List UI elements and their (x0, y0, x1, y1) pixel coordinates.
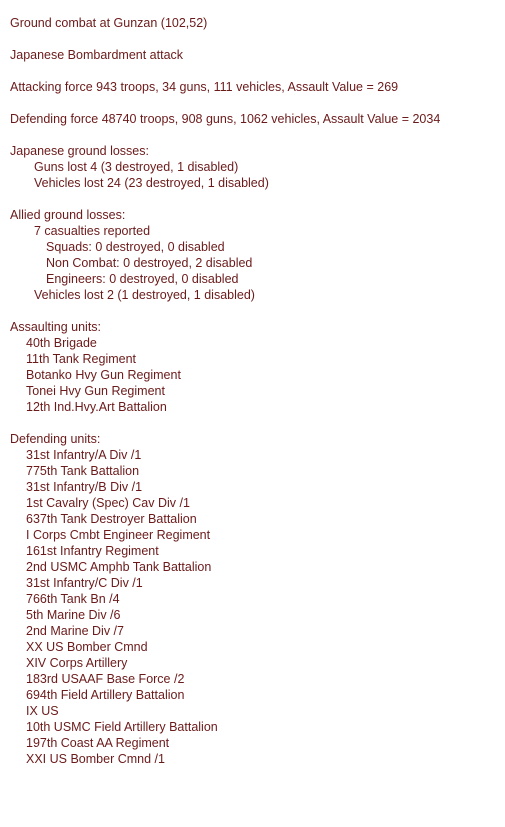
unit-item: 40th Brigade (26, 336, 97, 350)
unit-item: 31st Infantry/B Div /1 (26, 480, 143, 494)
unit-item: XXI US Bomber Cmnd /1 (26, 752, 165, 766)
defending-force: Defending force 48740 troops, 908 guns, 1062 vehicles, Assault Value = 2034 (10, 112, 441, 126)
unit-item: 31st Infantry/C Div /1 (26, 576, 143, 590)
unit-item: 775th Tank Battalion (26, 464, 140, 478)
unit-item: Botanko Hvy Gun Regiment (26, 368, 181, 382)
unit-item: 183rd USAAF Base Force /2 (26, 672, 185, 686)
japanese-losses-header: Japanese ground losses: (10, 144, 149, 158)
unit-item: 197th Coast AA Regiment (26, 736, 170, 750)
japanese-vehicles-lost: Vehicles lost 24 (23 destroyed, 1 disabled) (34, 176, 269, 190)
unit-item: 12th Ind.Hvy.Art Battalion (26, 400, 167, 414)
unit-item: XIV Corps Artillery (26, 656, 128, 670)
allied-non-combat: Non Combat: 0 destroyed, 2 disabled (46, 256, 253, 270)
attack-type: Japanese Bombardment attack (10, 48, 184, 62)
defending-units-list (10, 447, 500, 767)
spacer (10, 415, 500, 431)
assaulting-units-list (10, 335, 500, 415)
attacking-force: Attacking force 943 troops, 34 guns, 111 vehicles, Assault Value = 269 (10, 80, 399, 94)
spacer (10, 191, 500, 207)
unit-item: 11th Tank Regiment (26, 352, 137, 366)
unit-item: 2nd USMC Amphb Tank Battalion (26, 560, 212, 574)
spacer (10, 303, 500, 319)
allied-losses-header: Allied ground losses: (10, 208, 126, 222)
unit-item: XX US Bomber Cmnd (26, 640, 148, 654)
unit-item: I Corps Cmbt Engineer Regiment (26, 528, 211, 542)
spacer (10, 31, 500, 47)
unit-item: 637th Tank Destroyer Battalion (26, 512, 197, 526)
assaulting-units-header: Assaulting units: (10, 320, 102, 334)
unit-item: 1st Cavalry (Spec) Cav Div /1 (26, 496, 190, 510)
unit-item: Tonei Hvy Gun Regiment (26, 384, 165, 398)
report-title: Ground combat at Gunzan (102,52) (10, 16, 208, 30)
spacer (10, 95, 500, 111)
allied-engineers: Engineers: 0 destroyed, 0 disabled (46, 272, 239, 286)
spacer (10, 63, 500, 79)
japanese-guns-lost: Guns lost 4 (3 destroyed, 1 disabled) (34, 160, 239, 174)
unit-item: 766th Tank Bn /4 (26, 592, 120, 606)
combat-report (10, 15, 500, 767)
allied-squads: Squads: 0 destroyed, 0 disabled (46, 240, 225, 254)
unit-item: 31st Infantry/A Div /1 (26, 448, 142, 462)
spacer (10, 127, 500, 143)
unit-item: 10th USMC Field Artillery Battalion (26, 720, 218, 734)
unit-item: 694th Field Artillery Battalion (26, 688, 185, 702)
defending-units-header: Defending units: (10, 432, 101, 446)
unit-item: IX US (26, 704, 59, 718)
allied-vehicles-lost: Vehicles lost 2 (1 destroyed, 1 disabled) (34, 288, 255, 302)
unit-item: 2nd Marine Div /7 (26, 624, 124, 638)
allied-casualties: 7 casualties reported (34, 224, 151, 238)
unit-item: 161st Infantry Regiment (26, 544, 159, 558)
unit-item: 5th Marine Div /6 (26, 608, 121, 622)
